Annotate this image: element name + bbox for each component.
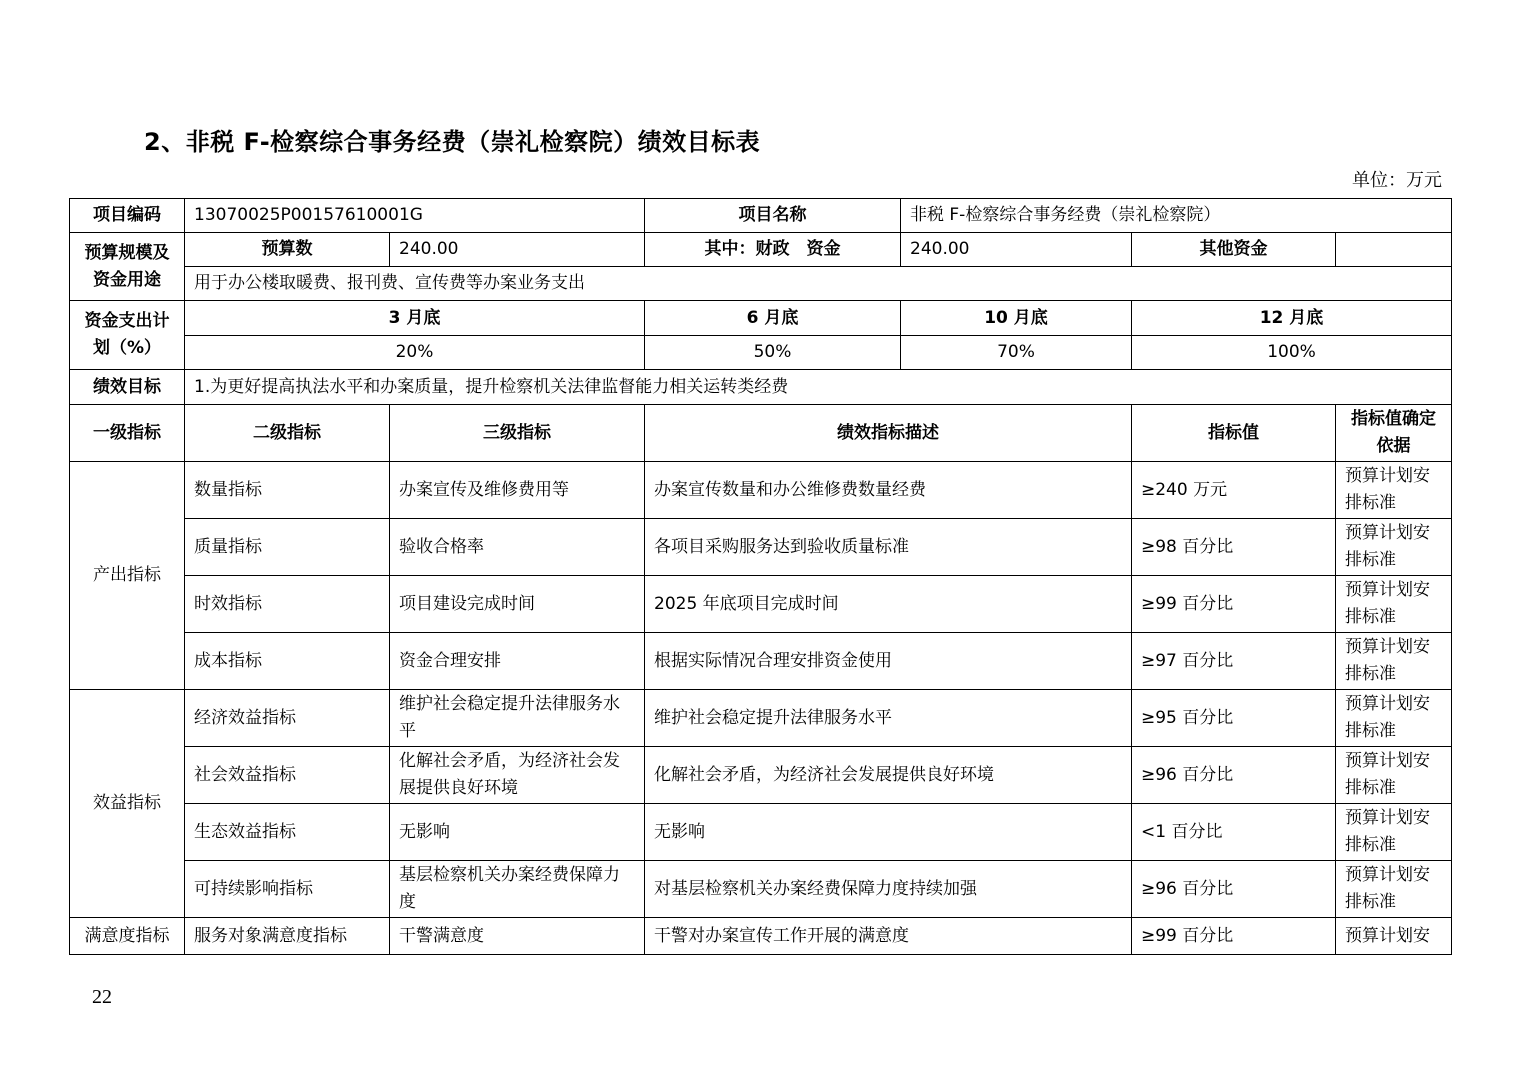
level3-indicator: 资金合理安排	[390, 633, 645, 690]
level2-indicator: 数量指标	[185, 462, 390, 519]
indicator-description: 对基层检察机关办案经费保障力度持续加强	[645, 861, 1132, 918]
plan-period: 6 月底	[645, 301, 901, 336]
header-value: 指标值	[1132, 405, 1336, 462]
indicator-description: 无影响	[645, 804, 1132, 861]
plan-period: 3 月底	[185, 301, 645, 336]
level1-indicator: 满意度指标	[70, 918, 185, 955]
indicator-basis: 预算计划安排标准	[1336, 576, 1452, 633]
indicator-value: ≥99 百分比	[1132, 576, 1336, 633]
table-row	[70, 690, 1452, 747]
indicator-basis: 预算计划安排标准	[1336, 462, 1452, 519]
level3-indicator: 办案宣传及维修费用等	[390, 462, 645, 519]
indicator-value: <1 百分比	[1132, 804, 1336, 861]
indicator-value: ≥95 百分比	[1132, 690, 1336, 747]
fiscal-fund-value: 240.00	[901, 233, 1132, 267]
project-code-label: 项目编码	[70, 199, 185, 233]
level3-indicator: 项目建设完成时间	[390, 576, 645, 633]
indicator-basis: 预算计划安排标准	[1336, 633, 1452, 690]
indicator-description: 各项目采购服务达到验收质量标准	[645, 519, 1132, 576]
indicator-description: 化解社会矛盾，为经济社会发展提供良好环境	[645, 747, 1132, 804]
level3-indicator: 化解社会矛盾，为经济社会发展提供良好环境	[390, 747, 645, 804]
level1-indicator: 效益指标	[70, 690, 185, 918]
plan-value: 100%	[1132, 336, 1452, 370]
budget-row	[70, 233, 1452, 267]
plan-values-row	[70, 336, 1452, 370]
level2-indicator: 社会效益指标	[185, 747, 390, 804]
table-row	[70, 519, 1452, 576]
indicator-basis: 预算计划安排标准	[1336, 804, 1452, 861]
project-code: 13070025P00157610001G	[185, 199, 645, 233]
indicator-value: ≥97 百分比	[1132, 633, 1336, 690]
indicator-description: 维护社会稳定提升法律服务水平	[645, 690, 1132, 747]
level3-indicator: 无影响	[390, 804, 645, 861]
level3-indicator: 维护社会稳定提升法律服务水平	[390, 690, 645, 747]
indicator-basis: 预算计划安排标准	[1336, 690, 1452, 747]
indicator-value: ≥96 百分比	[1132, 861, 1336, 918]
indicator-description: 干警对办案宣传工作开展的满意度	[645, 918, 1132, 955]
level2-indicator: 时效指标	[185, 576, 390, 633]
plan-value: 70%	[901, 336, 1132, 370]
level3-indicator: 干警满意度	[390, 918, 645, 955]
goal-label: 绩效目标	[70, 370, 185, 405]
unit-label: 单位：万元	[1352, 170, 1442, 191]
plan-value: 20%	[185, 336, 645, 370]
budget-amount: 240.00	[390, 233, 645, 267]
indicator-value: ≥240 万元	[1132, 462, 1336, 519]
plan-header-row	[70, 301, 1452, 336]
indicator-description: 办案宣传数量和办公维修费数量经费	[645, 462, 1132, 519]
page-number: 22	[92, 986, 112, 1008]
indicator-value: ≥98 百分比	[1132, 519, 1336, 576]
level1-indicator: 产出指标	[70, 462, 185, 690]
level2-indicator: 可持续影响指标	[185, 861, 390, 918]
spending-plan-label: 资金支出计划（%）	[70, 301, 185, 370]
fund-usage: 用于办公楼取暖费、报刊费、宣传费等办案业务支出	[185, 267, 1452, 301]
usage-row	[70, 267, 1452, 301]
goal-row	[70, 370, 1452, 405]
header-level3: 三级指标	[390, 405, 645, 462]
indicator-basis: 预算计划安排标准	[1336, 861, 1452, 918]
level3-indicator: 基层检察机关办案经费保障力度	[390, 861, 645, 918]
level2-indicator: 生态效益指标	[185, 804, 390, 861]
table-row	[70, 918, 1452, 955]
performance-table	[69, 198, 1452, 955]
other-fund-label: 其他资金	[1132, 233, 1336, 267]
level2-indicator: 经济效益指标	[185, 690, 390, 747]
indicator-basis: 预算计划安排标准	[1336, 519, 1452, 576]
header-basis: 指标值确定依据	[1336, 405, 1452, 462]
header-level1: 一级指标	[70, 405, 185, 462]
goal-text: 1.为更好提高执法水平和办案质量，提升检察机关法律监督能力相关运转类经费	[185, 370, 1452, 405]
header-level2: 二级指标	[185, 405, 390, 462]
level2-indicator: 成本指标	[185, 633, 390, 690]
plan-value: 50%	[645, 336, 901, 370]
other-fund-value	[1336, 233, 1452, 267]
budget-section-label: 预算规模及资金用途	[70, 233, 185, 301]
page-title: 2、非税 F-检察综合事务经费（崇礼检察院）绩效目标表	[144, 128, 761, 156]
project-name: 非税 F-检察综合事务经费（崇礼检察院）	[901, 199, 1452, 233]
project-name-label: 项目名称	[645, 199, 901, 233]
table-row	[70, 633, 1452, 690]
table-row	[70, 462, 1452, 519]
table-row	[70, 804, 1452, 861]
level2-indicator: 服务对象满意度指标	[185, 918, 390, 955]
indicator-basis: 预算计划安排标准	[1336, 747, 1452, 804]
header-description: 绩效指标描述	[645, 405, 1132, 462]
table-row	[70, 861, 1452, 918]
level3-indicator: 验收合格率	[390, 519, 645, 576]
indicator-description: 根据实际情况合理安排资金使用	[645, 633, 1132, 690]
indicator-value: ≥96 百分比	[1132, 747, 1336, 804]
fiscal-fund-label: 其中：财政 资金	[645, 233, 901, 267]
table-row	[70, 576, 1452, 633]
level2-indicator: 质量指标	[185, 519, 390, 576]
plan-period: 12 月底	[1132, 301, 1452, 336]
indicator-value: ≥99 百分比	[1132, 918, 1336, 955]
indicator-description: 2025 年底项目完成时间	[645, 576, 1132, 633]
table-row	[70, 747, 1452, 804]
indicator-header-row	[70, 405, 1452, 462]
plan-period: 10 月底	[901, 301, 1132, 336]
project-row	[70, 199, 1452, 233]
budget-amount-label: 预算数	[185, 233, 390, 267]
indicator-basis: 预算计划安	[1336, 918, 1452, 955]
